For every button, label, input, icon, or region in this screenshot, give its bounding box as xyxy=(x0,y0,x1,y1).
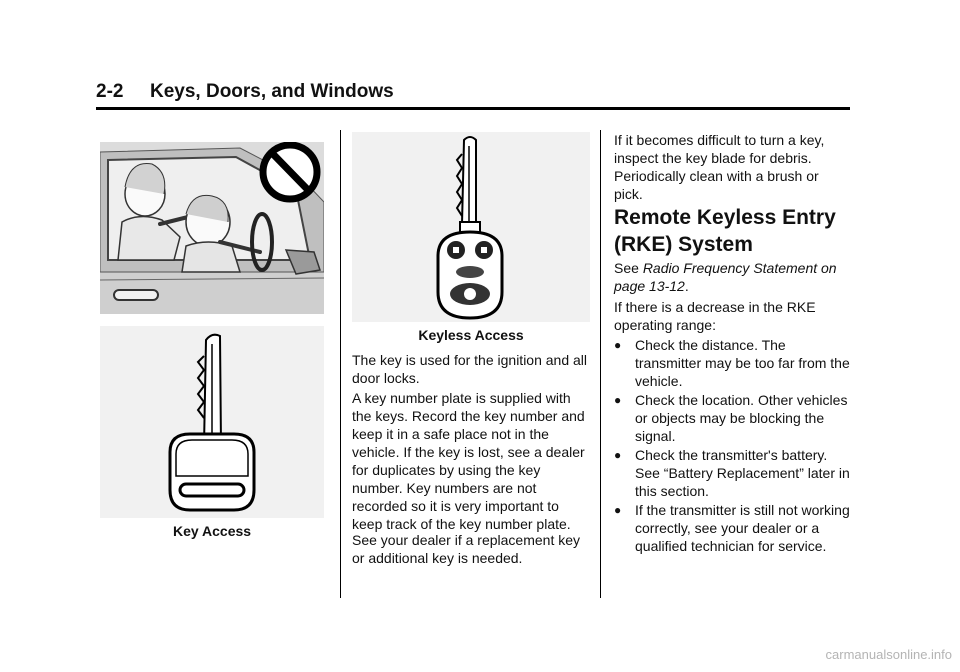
cross-reference-link[interactable]: Radio Frequency Statement on page 13-12 xyxy=(614,260,837,294)
page-number: 2-2 xyxy=(96,81,124,102)
body-paragraph: If it becomes difficult to turn a key, inspect the key blade for debris. Periodically clean with a brush or pick. xyxy=(614,132,825,202)
body-paragraph: A key number plate is supplied with the keys. Record the key number and keep it in a safe place not in the vehicle. If the key is lost, see a dealer for duplicates by using the key number. Key numbers are not recorded so it is very important to keep track of the key number plate. xyxy=(352,390,585,532)
see-prefix: See xyxy=(614,260,643,276)
page-header xyxy=(96,81,850,110)
keyless-access-illustration xyxy=(352,132,590,322)
column-divider-left xyxy=(340,130,341,598)
body-paragraph: See your dealer if a replacement key or additional key is needed. xyxy=(352,532,581,566)
see-suffix: . xyxy=(684,278,689,294)
see-reference xyxy=(614,259,850,295)
bullet-item xyxy=(614,336,850,390)
bullet-icon: ● xyxy=(614,503,622,517)
watermark: carmanualsonline.info xyxy=(825,647,952,662)
bullet-item xyxy=(614,391,850,445)
key-access-caption: Key Access xyxy=(172,523,252,539)
section-title: Keys, Doors, and Windows xyxy=(150,81,394,102)
body-paragraph: The key is used for the ignition and all door locks. xyxy=(352,352,588,386)
body-paragraph: If there is a decrease in the RKE operating range: xyxy=(614,299,816,333)
bullet-text: Check the location. Other vehicles or objects may be blocking the signal. xyxy=(635,392,848,444)
children-in-car-warning-illustration xyxy=(100,142,324,314)
bullet-icon: ● xyxy=(614,338,622,352)
bullet-text: Check the transmitter's battery. See “Battery Replacement” later in this section. xyxy=(635,447,850,499)
bullet-icon: ● xyxy=(614,448,622,462)
bullet-item xyxy=(614,446,850,500)
bullet-text: Check the distance. The transmitter may be too far from the vehicle. xyxy=(635,337,850,389)
column-divider-right xyxy=(600,130,601,598)
bullet-icon: ● xyxy=(614,393,622,407)
keyless-access-caption: Keyless Access xyxy=(418,327,524,343)
section-heading: Remote Keyless Entry (RKE) System xyxy=(614,206,836,256)
bullet-text: If the transmitter is still not working correctly, see your dealer or a qualified technician for service. xyxy=(635,502,850,554)
key-access-illustration xyxy=(100,326,324,518)
bullet-item xyxy=(614,501,850,555)
